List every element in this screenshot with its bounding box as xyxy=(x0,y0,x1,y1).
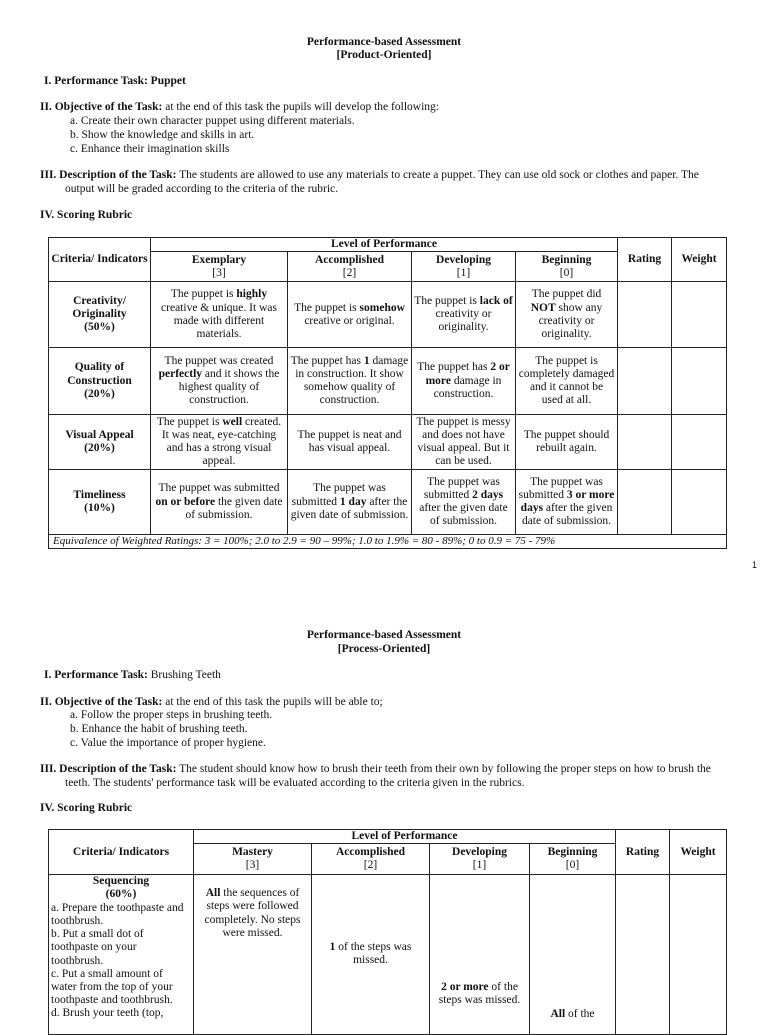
rubric-cell: The puppet is lack of creativity or originality. xyxy=(412,282,516,348)
doc1-section-3-text: The students are allowed to use any materials to create a puppet. They can use old sock or clothes and paper. The xyxy=(176,169,699,181)
table-row xyxy=(49,470,727,535)
doc2-title: Performance-based Assessment xyxy=(306,629,462,641)
rating-cell[interactable] xyxy=(618,415,672,470)
rating-cell[interactable] xyxy=(618,282,672,348)
doc1-rubric-table xyxy=(48,237,727,549)
criterion-cell: Creativity/ Originality (50%) xyxy=(49,282,151,348)
rubric-cell: The puppet should rebuilt again. xyxy=(516,415,618,470)
doc1-section-3 xyxy=(40,169,740,197)
page-number: 1 xyxy=(752,560,758,570)
rubric-cell: 1 of the steps was missed. xyxy=(312,875,430,1035)
objective-item: c. Enhance their imagination skills xyxy=(70,142,230,155)
level-developing: Developing [1] xyxy=(412,252,516,282)
rubric-cell: All of the xyxy=(530,875,616,1035)
doc2-section-4 xyxy=(40,802,740,816)
doc2-subtitle: [Process-Oriented] xyxy=(337,643,431,655)
doc2-objectives xyxy=(70,709,730,750)
doc1-section-4: IV. Scoring Rubric xyxy=(40,209,133,221)
level-beginning: Beginning [0] xyxy=(530,844,616,875)
rubric-cell: The puppet is well created. It was neat, eye-catching and has a strong visual appeal. xyxy=(151,415,288,470)
rubric-cell: The puppet was created perfectly and it shows the highest quality of construction. xyxy=(151,348,288,415)
rating-cell[interactable] xyxy=(618,470,672,535)
doc2-section-2-label: II. Objective of the Task: xyxy=(40,696,163,708)
rating-header: Rating xyxy=(616,830,670,875)
weight-cell[interactable] xyxy=(672,470,727,535)
rubric-cell: The puppet was submitted 2 days after the given date of submission. xyxy=(412,470,516,535)
doc2-rubric-table xyxy=(48,829,727,1035)
doc1-section-2 xyxy=(40,101,740,115)
level-exemplary: Exemplary [3] xyxy=(151,252,288,282)
doc1-section-2-label: . Objective of the Task: xyxy=(48,101,163,113)
objective-item: b. Enhance the habit of brushing teeth. xyxy=(70,722,248,735)
doc1-section-1: I. Performance Task: Puppet xyxy=(44,75,186,87)
level-header: Level of Performance xyxy=(194,830,616,844)
level-developing: Developing [1] xyxy=(430,844,530,875)
doc2-section-4-num: IV xyxy=(40,802,52,814)
doc1-section-2-num: II xyxy=(40,101,49,113)
rubric-cell: The puppet was submitted 3 or more days after the given date of submission. xyxy=(516,470,618,535)
rubric-cell: The puppet is messy and does not have visual appeal. But it can be used. xyxy=(412,415,516,470)
criteria-header: Criteria/ Indicators xyxy=(49,238,151,282)
level-beginning: Beginning [0] xyxy=(516,252,618,282)
level-header: Level of Performance xyxy=(151,238,618,252)
doc2-section-2-text: at the end of this task the pupils will be able to; xyxy=(162,696,383,708)
doc2-section-1-label: I. Performance Task: xyxy=(44,669,148,681)
rubric-cell: The puppet has 2 or more damage in construction. xyxy=(412,348,516,415)
rubric-cell: The puppet was submitted 1 day after the given date of submission. xyxy=(288,470,412,535)
doc2-section-2 xyxy=(40,696,740,710)
weight-header: Weight xyxy=(672,238,727,282)
rubric-cell: The puppet is highly creative & unique. It was made with different materials. xyxy=(151,282,288,348)
criterion-cell: Visual Appeal (20%) xyxy=(49,415,151,470)
objective-item: b. Show the knowledge and skills in art. xyxy=(70,128,255,141)
rubric-cell: All the sequences of steps were followed completely. No steps were missed. xyxy=(194,875,312,1035)
table-row xyxy=(49,415,727,470)
rubric-cell: The puppet did NOT show any creativity or originality. xyxy=(516,282,618,348)
doc2-section-1-text: Brushing Teeth xyxy=(147,669,221,681)
doc1-subtitle: [Product-Oriented] xyxy=(336,49,432,61)
doc1-objectives xyxy=(70,115,730,156)
rubric-cell: The puppet is somehow creative or original. xyxy=(288,282,412,348)
doc2-section-3-text: The student should know how to brush their teeth from their own by following the proper steps on how to brush the xyxy=(176,763,711,775)
weight-cell[interactable] xyxy=(672,348,727,415)
rating-cell[interactable] xyxy=(616,875,670,1035)
table-row xyxy=(49,875,727,1035)
rubric-cell: The puppet is completely damaged and it cannot be used at all. xyxy=(516,348,618,415)
doc2-section-1 xyxy=(44,669,744,683)
doc1-title: Performance-based Assessment xyxy=(306,36,462,48)
criterion-cell: Timeliness (10%) xyxy=(49,470,151,535)
criteria-header: Criteria/ Indicators xyxy=(49,830,194,875)
doc1-section-3-text-2: output will be graded according to the criteria of the rubric. xyxy=(65,182,339,195)
doc1-section-3-label: III. Description of the Task: xyxy=(40,169,177,181)
level-mastery: Mastery [3] xyxy=(194,844,312,875)
rubric-cell: The puppet is neat and has visual appeal. xyxy=(288,415,412,470)
weight-cell[interactable] xyxy=(670,875,727,1035)
doc2-section-3-label: III. Description of the Task: xyxy=(40,763,177,775)
objective-item: a. Create their own character puppet using different materials. xyxy=(70,115,355,127)
doc2-section-3-text-2: teeth. The students' performance task will be evaluated according to the criteria given in the rubrics. xyxy=(65,776,525,789)
criterion-cell: Sequencing (60%) a. Prepare the toothpaste and toothbrush. b. Put a small dot of toothpaste on your toothbrush. c. Put a small amount of water from the top of your toothpaste and toothbrush. d. Brush your teeth (top, xyxy=(49,875,194,1035)
level-accomplished: Accomplished [2] xyxy=(312,844,430,875)
table-row xyxy=(49,282,727,348)
criterion-cell: Quality of Construction (20%) xyxy=(49,348,151,415)
rubric-cell: 2 or more of the steps was missed. xyxy=(430,875,530,1035)
equivalence-note: Equivalence of Weighted Ratings: 3 = 100%; 2.0 to 2.9 = 90 – 99%; 1.0 to 1.9% = 80 - 89%; 0 to 0.9 = 75 - 79% xyxy=(49,535,727,549)
weight-header: Weight xyxy=(670,830,727,875)
weight-cell[interactable] xyxy=(672,282,727,348)
objective-item: a. Follow the proper steps in brushing teeth. xyxy=(70,709,273,721)
objective-item: c. Value the importance of proper hygiene. xyxy=(70,736,266,749)
rubric-cell: The puppet was submitted on or before the given date of submission. xyxy=(151,470,288,535)
table-row xyxy=(49,348,727,415)
rubric-cell: The puppet has 1 damage in construction. It show somehow quality of construction. xyxy=(288,348,412,415)
weight-cell[interactable] xyxy=(672,415,727,470)
doc2-section-4-label: . Scoring Rubric xyxy=(51,802,133,814)
rating-header: Rating xyxy=(618,238,672,282)
rating-cell[interactable] xyxy=(618,348,672,415)
level-accomplished: Accomplished [2] xyxy=(288,252,412,282)
doc2-section-3 xyxy=(40,763,740,791)
doc1-section-2-text: at the end of this task the pupils will develop the following: xyxy=(162,101,439,113)
